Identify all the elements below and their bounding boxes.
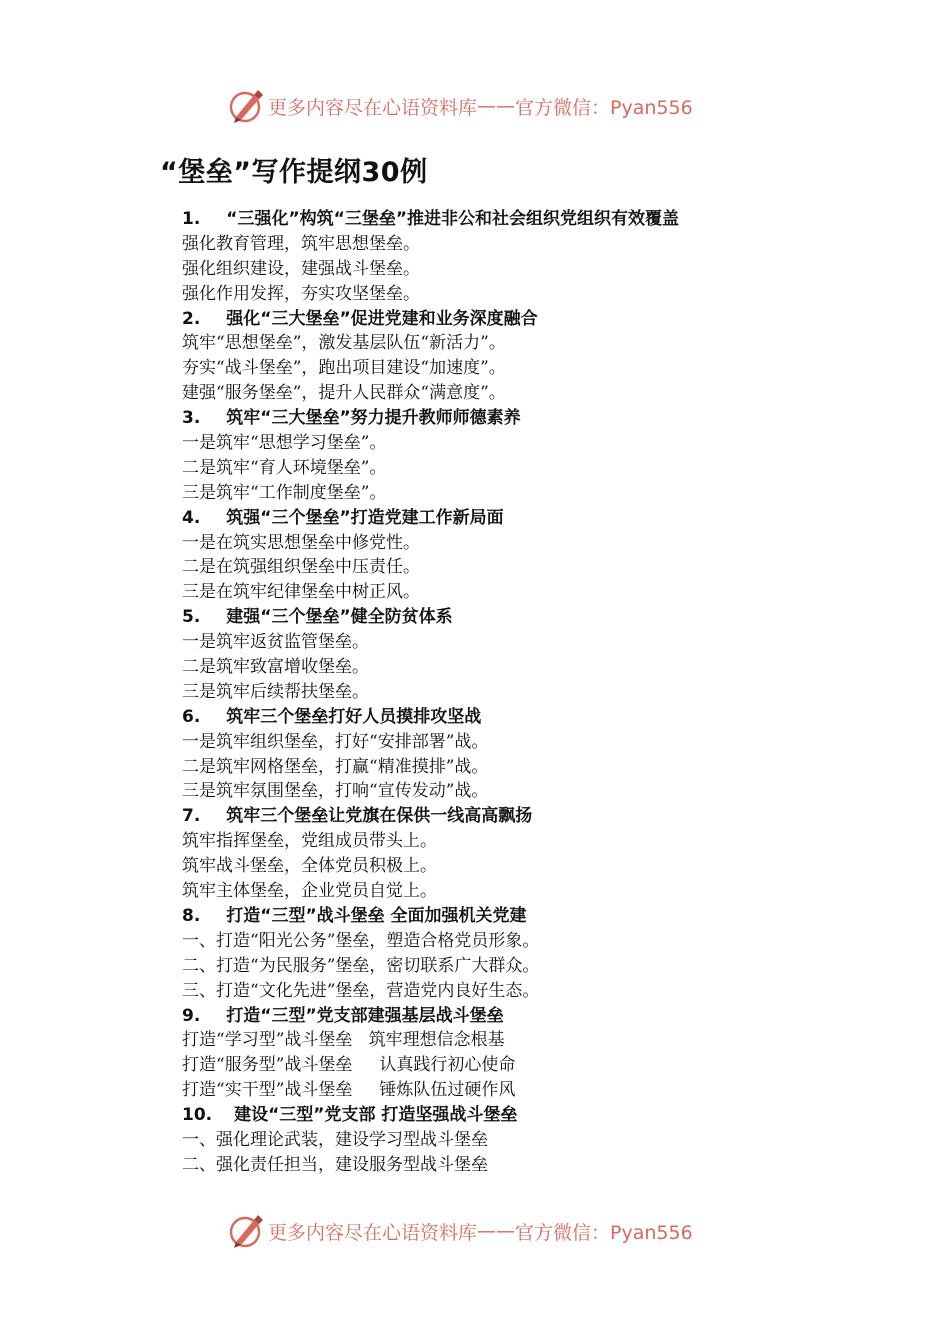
- section-heading: [182, 1103, 782, 1128]
- section-number: 2.: [182, 308, 201, 329]
- section-heading: [182, 506, 782, 531]
- section-title: 打造“三型”党支部建强基层战斗堡垒: [226, 1005, 504, 1026]
- list-item: 一是筑牢“思想学习堡垒”。: [182, 433, 387, 454]
- page-title: “堡垒”写作提纲30例: [160, 157, 428, 188]
- section-title: 打造“三型”战斗堡垒 全面加强机关党建: [226, 905, 527, 926]
- section-number: 6.: [182, 706, 201, 727]
- section-number: 4.: [182, 507, 201, 528]
- list-item: 一、强化理论武装，建设学习型战斗堡垒: [182, 1129, 488, 1150]
- list-item: 二是筑牢致富增收堡垒。: [182, 657, 369, 678]
- list-item: 筑牢“思想堡垒”，激发基层队伍“新活力”。: [182, 333, 506, 354]
- list-item: 强化组织建设，建强战斗堡垒。: [182, 258, 420, 279]
- section-heading: [182, 605, 782, 630]
- list-item: 筑牢指挥堡垒，党组成员带头上。: [182, 831, 437, 852]
- section-number: 8.: [182, 905, 201, 926]
- list-item: 二、强化责任担当，建设服务型战斗堡垒: [182, 1154, 488, 1175]
- list-item: 强化作用发挥，夯实攻坚堡垒。: [182, 283, 420, 304]
- pen-logo-icon: [228, 1212, 266, 1250]
- list-item: 打造“学习型”战斗堡垒 筑牢理想信念根基: [182, 1030, 505, 1051]
- list-item: 三是在筑牢纪律堡垒中树正风。: [182, 582, 420, 603]
- list-item: 建强“服务堡垒”，提升人民群众“满意度”。: [182, 383, 506, 404]
- section-title: 筑牢三个堡垒打好人员摸排攻坚战: [226, 706, 482, 727]
- list-item: 一、打造“阳光公务”堡垒，塑造合格党员形象。: [182, 930, 540, 951]
- section-heading: [182, 904, 782, 929]
- list-item: 强化教育管理，筑牢思想堡垒。: [182, 233, 420, 254]
- footer-banner: [228, 1211, 718, 1251]
- section-number: 1.: [182, 209, 201, 229]
- section-title: 筑牢“三大堡垒”努力提升教师师德素养: [226, 408, 521, 429]
- banner-separator: ——: [477, 1220, 516, 1242]
- header-banner: [228, 86, 718, 126]
- section-heading: [182, 207, 782, 232]
- banner-wechat: 官方微信：Pyan556: [515, 96, 693, 119]
- list-item: 筑牢战斗堡垒，全体党员积极上。: [182, 856, 437, 877]
- section-heading: [182, 406, 782, 431]
- list-item: 打造“实干型”战斗堡垒 锤炼队伍过硬作风: [182, 1080, 516, 1101]
- list-item: 三、打造“文化先进”堡垒，营造党内良好生态。: [182, 980, 540, 1001]
- banner-text: 更多内容尽在心语资料库: [268, 1221, 478, 1244]
- list-item: 二是在筑强组织堡垒中压责任。: [182, 557, 420, 578]
- section-title: 筑强“三个堡垒”打造党建工作新局面: [226, 507, 504, 528]
- list-item: 二、打造“为民服务”堡垒，密切联系广大群众。: [182, 955, 540, 976]
- section-title: 建强“三个堡垒”健全防贫体系: [226, 607, 453, 628]
- list-item: 筑牢主体堡垒，企业党员自觉上。: [182, 881, 437, 902]
- section-number: 9.: [182, 1005, 201, 1026]
- section-heading: [182, 307, 782, 332]
- list-item: 夯实“战斗堡垒”，跑出项目建设“加速度”。: [182, 358, 506, 379]
- list-item: 三是筑牢“工作制度堡垒”。: [182, 482, 387, 503]
- list-item: 三是筑牢氛围堡垒，打响“宣传发动”战。: [182, 781, 489, 802]
- list-item: 一是在筑实思想堡垒中修党性。: [182, 532, 420, 553]
- section-title: 筑牢三个堡垒让党旗在保供一线高高飘扬: [226, 806, 533, 827]
- section-number: 3.: [182, 408, 201, 429]
- section-number: 7.: [182, 806, 201, 827]
- section-heading: [182, 804, 782, 829]
- list-item: 打造“服务型”战斗堡垒 认真践行初心使命: [182, 1055, 516, 1076]
- section-number: 10.: [182, 1105, 213, 1126]
- pen-logo-icon: [228, 87, 266, 125]
- list-item: 一是筑牢返贫监管堡垒。: [182, 632, 369, 653]
- section-title: 强化“三大堡垒”促进党建和业务深度融合: [226, 308, 538, 329]
- outline-list: [182, 207, 782, 1178]
- banner-separator: ——: [477, 95, 516, 117]
- list-item: 一是筑牢组织堡垒，打好“安排部署”战。: [182, 731, 489, 752]
- banner-wechat: 官方微信：Pyan556: [515, 1221, 693, 1244]
- section-title: “三强化”构筑“三堡垒”推进非公和社会组织党组织有效覆盖: [226, 209, 679, 229]
- section-heading: [182, 705, 782, 730]
- section-title: 建设“三型”党支部 打造坚强战斗堡垒: [234, 1105, 518, 1126]
- list-item: 二是筑牢网格堡垒，打赢“精准摸排”战。: [182, 756, 489, 777]
- list-item: 三是筑牢后续帮扶堡垒。: [182, 681, 369, 702]
- banner-text: 更多内容尽在心语资料库: [268, 96, 478, 119]
- section-number: 5.: [182, 607, 201, 628]
- list-item: 二是筑牢“育人环境堡垒”。: [182, 457, 387, 478]
- section-heading: [182, 1004, 782, 1029]
